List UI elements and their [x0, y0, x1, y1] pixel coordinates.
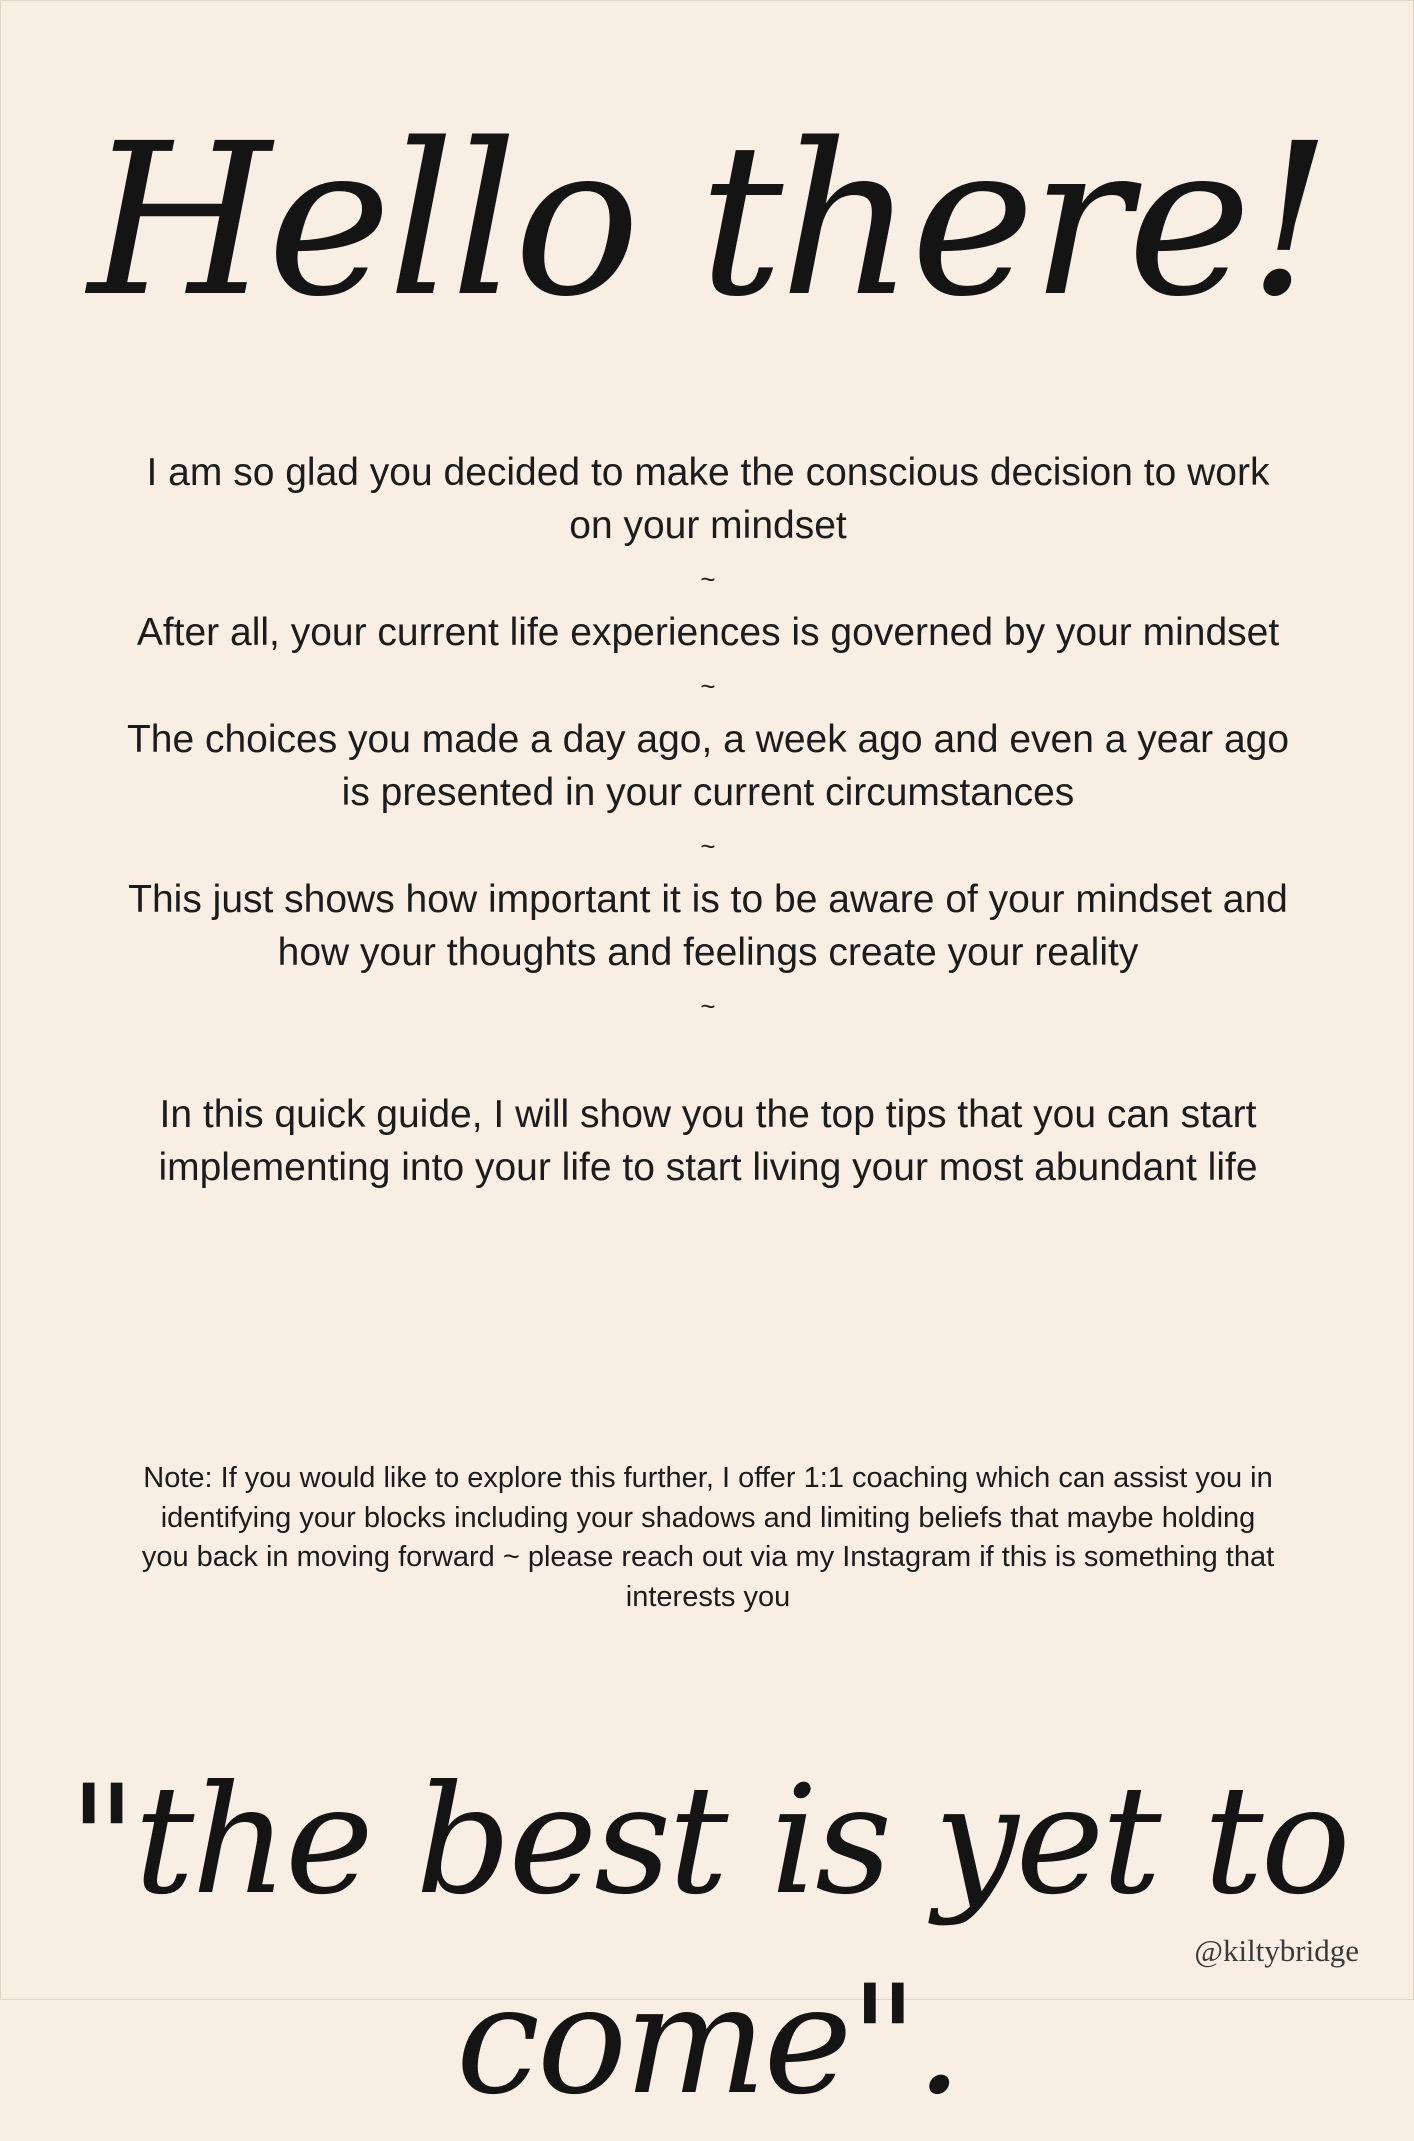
page-title: Hello there!: [88, 98, 1328, 343]
coaching-note: Note: If you would like to explore this further, I offer 1:1 coaching which can assist you in identifying your blocks including your shadows and limiting beliefs that maybe holding you back in moving forward ~ please reach out via my Instagram if this is something that interests you: [141, 1462, 1275, 1613]
instagram-handle: @kiltybridge: [1194, 1933, 1359, 1968]
paragraph-quick-guide: In this quick guide, I will show you the top tips that you can start implementing into your life to start living your most abundant life: [158, 1093, 1258, 1189]
tilde-separator: ~: [700, 831, 716, 861]
tilde-separator: ~: [700, 991, 716, 1021]
tilde-separator: ~: [700, 564, 716, 594]
intro-text: [121, 446, 1295, 1194]
paragraph-life-experiences: After all, your current life experiences is governed by your mindset: [136, 611, 1280, 654]
paragraph-choices: The choices you made a day ago, a week ago and even a year ago is presented in your current circumstances: [126, 718, 1290, 814]
spacer: [121, 1033, 1295, 1088]
tilde-separator: ~: [700, 671, 716, 701]
paragraph-awareness: This just shows how important it is to be aware of your mindset and how your thoughts and feelings create your reality: [128, 878, 1288, 974]
closing-quote: "the best is yet to come".: [68, 1754, 1348, 2128]
paragraph-conscious-decision: I am so glad you decided to make the conscious decision to work on your mindset: [146, 451, 1270, 547]
